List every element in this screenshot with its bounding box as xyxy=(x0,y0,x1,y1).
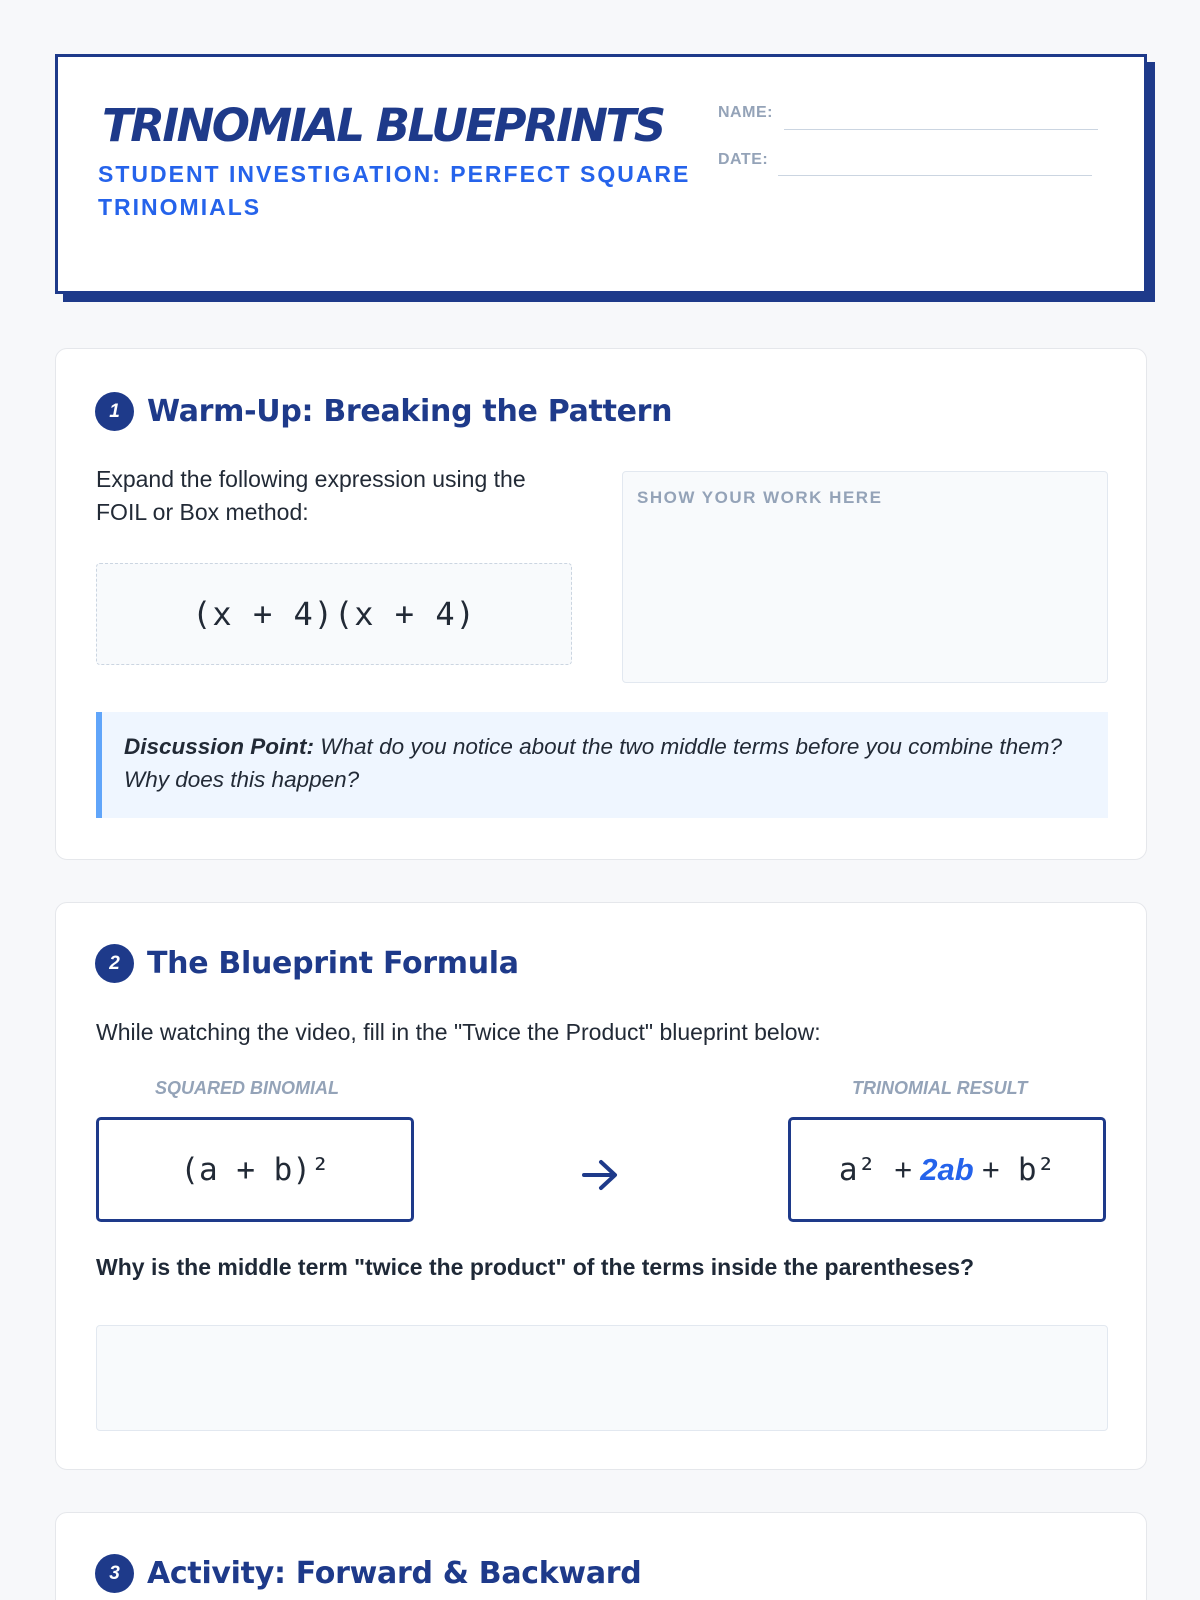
date-field[interactable] xyxy=(778,175,1092,176)
section-heading xyxy=(95,944,519,983)
formula-term-b-squared: b² xyxy=(1017,1151,1056,1188)
section-heading xyxy=(95,392,672,431)
page-title: TRINOMIAL BLUEPRINTS xyxy=(102,99,664,152)
section-instruction: Expand the following expression using the FOIL or Box method: xyxy=(96,466,526,525)
section-title: Warm-Up: Breaking the Pattern xyxy=(147,394,673,429)
section-forward-backward xyxy=(55,1512,1147,1600)
trinomial-result-label: TRINOMIAL RESULT xyxy=(852,1078,1028,1098)
formula-middle-term: 2ab xyxy=(920,1151,974,1187)
formula-plus: + xyxy=(894,1151,913,1187)
arrow-right-icon xyxy=(578,1153,622,1197)
discussion-callout xyxy=(96,712,1108,818)
section-number-badge: 1 xyxy=(95,392,134,431)
expression-box: (x + 4)(x + 4) xyxy=(96,563,572,665)
date-label: DATE: xyxy=(718,151,769,168)
section-number-badge: 2 xyxy=(95,944,134,983)
reflection-question: Why is the middle term "twice the product" of the terms inside the parentheses? xyxy=(96,1254,975,1280)
name-label: NAME: xyxy=(718,104,773,121)
trinomial-result-box xyxy=(788,1117,1106,1222)
discussion-label: Discussion Point: xyxy=(124,734,315,759)
name-field[interactable] xyxy=(784,129,1098,130)
section-instruction: While watching the video, fill in the "Twice the Product" blueprint below: xyxy=(96,1019,821,1045)
discussion-text: What do you notice about the two middle terms before you combine them? Why does this happen? xyxy=(124,734,1062,792)
section-heading xyxy=(95,1554,641,1593)
section-number-badge: 3 xyxy=(95,1554,134,1593)
section-warm-up xyxy=(55,348,1147,860)
section-blueprint-formula xyxy=(55,902,1147,1470)
work-area[interactable] xyxy=(622,471,1108,683)
formula-plus: + xyxy=(981,1151,1000,1187)
formula-term-a-squared: a² xyxy=(838,1151,877,1188)
page-subtitle: STUDENT INVESTIGATION: PERFECT SQUARE TRINOMIALS xyxy=(98,161,691,220)
work-area-label: SHOW YOUR WORK HERE xyxy=(637,488,883,507)
squared-binomial-box: (a + b)² xyxy=(96,1117,414,1222)
answer-field[interactable] xyxy=(96,1325,1108,1431)
squared-binomial-label: SQUARED BINOMIAL xyxy=(155,1078,339,1098)
section-title: The Blueprint Formula xyxy=(147,946,519,981)
worksheet-header xyxy=(55,54,1147,294)
section-title: Activity: Forward & Backward xyxy=(147,1556,642,1591)
